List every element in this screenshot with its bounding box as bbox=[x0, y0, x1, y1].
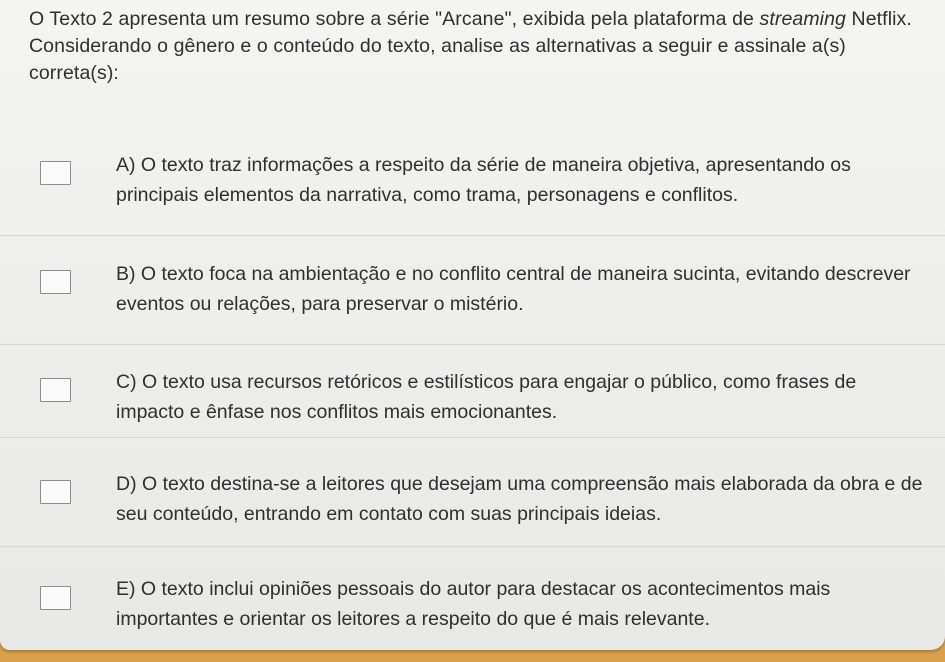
option-d-text: D) O texto destina-se a leitores que desejam uma compreensão mais elaborada da obra e de seu conteúdo, entrando em contato com suas principais ideias. bbox=[116, 473, 923, 525]
option-e-text: E) O texto inclui opiniões pessoais do autor para destacar os acontecimentos mais importantes e orientar os leitores a respeito do que é mais relevante. bbox=[116, 578, 831, 630]
option-divider bbox=[0, 546, 945, 547]
question-prefix: O Texto 2 apresenta um resumo sobre a série "Arcane", exibida pela plataforma de bbox=[29, 8, 760, 30]
question-emphasis: streaming bbox=[759, 8, 847, 30]
option-b-checkbox[interactable] bbox=[40, 270, 71, 294]
option-a-text: A) O texto traz informações a respeito da série de maneira objetiva, apresentando os principais elementos da narrativa, como trama, personagens e conflitos. bbox=[116, 154, 851, 206]
option-d-checkbox[interactable] bbox=[40, 480, 71, 504]
option-b-text: B) O texto foca na ambientação e no conflito central de maneira sucinta, evitando descrever eventos ou relações, para preservar o mistério. bbox=[116, 263, 911, 315]
option-divider bbox=[0, 437, 945, 438]
option-divider bbox=[0, 235, 945, 236]
question-prompt bbox=[29, 6, 934, 87]
option-e-checkbox[interactable] bbox=[40, 586, 71, 610]
question-suffix: Netflix. Considerando o gênero e o conteúdo do texto, analise as alternativas a seguir e assinale a(s) correta(s): bbox=[29, 8, 912, 84]
option-c-text: C) O texto usa recursos retóricos e estilísticos para engajar o público, como frases de impacto e ênfase nos conflitos mais emocionantes. bbox=[116, 371, 857, 423]
option-c-checkbox[interactable] bbox=[40, 378, 71, 402]
option-divider bbox=[0, 344, 945, 345]
option-a-checkbox[interactable] bbox=[40, 161, 71, 185]
